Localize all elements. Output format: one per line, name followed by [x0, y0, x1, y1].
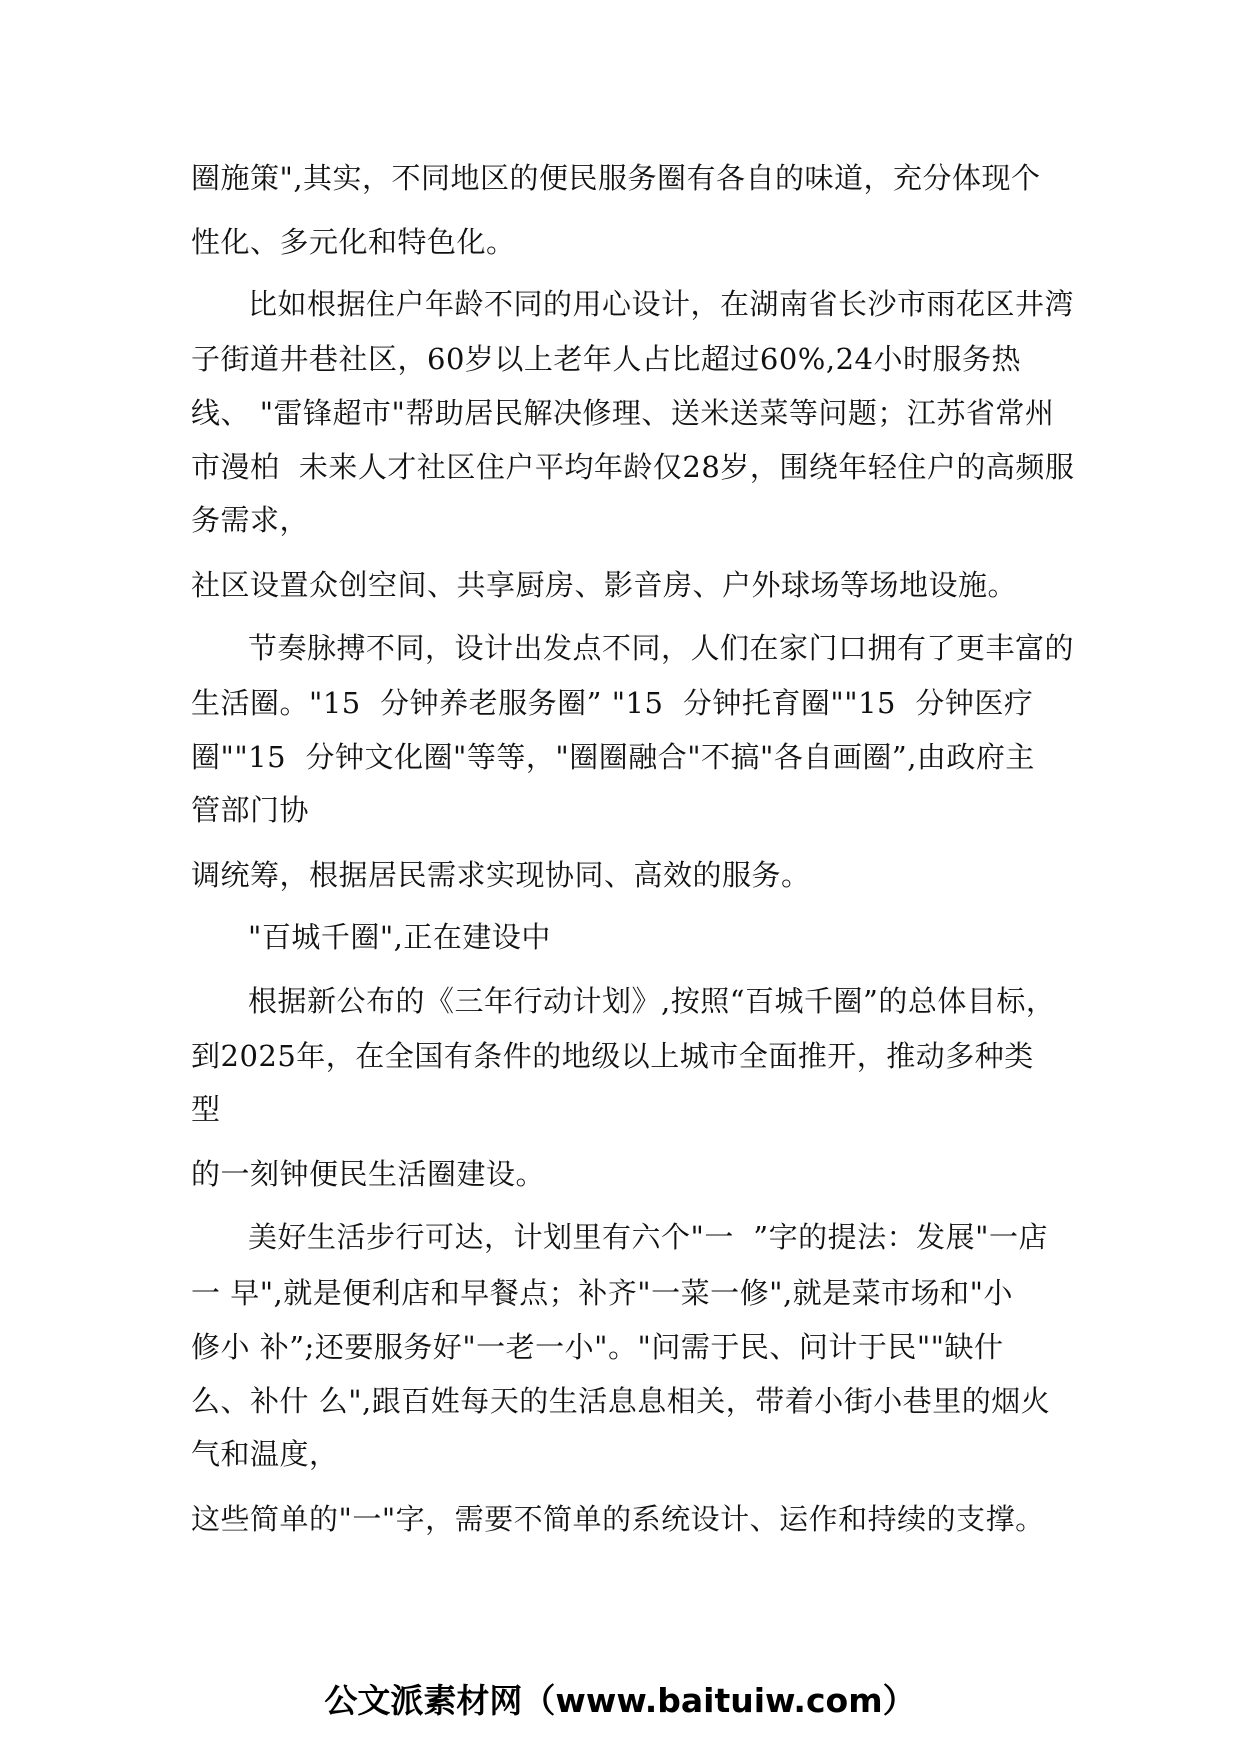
paragraph-line: 性化、多元化和特色化。: [191, 225, 516, 259]
paragraph-line: 这些简单的"一"字，需要不简单的系统设计、运作和持续的支撑。: [191, 1502, 1045, 1536]
paragraph-line: 修小 补”;还要服务好"一老一小"。"问需于民、问计于民""缺什: [191, 1330, 1004, 1364]
paragraph-line: 线、 "雷锋超市"帮助居民解决修理、送米送菜等问题；江苏省常州: [191, 396, 1055, 430]
paragraph-line: 一 早",就是便利店和早餐点；补齐"一菜一修",就是菜市场和"小: [191, 1276, 1014, 1310]
section-heading: "百城千圈",正在建设中: [248, 920, 551, 954]
paragraph-line: 圈施策",其实，不同地区的便民服务圈有各自的味道，充分体现个: [191, 161, 1041, 195]
paragraph-line: 调统筹，根据居民需求实现协同、高效的服务。: [191, 858, 811, 892]
paragraph-line: 到2025年，在全国有条件的地级以上城市全面推开，推动多种类: [191, 1039, 1034, 1073]
paragraph-line: 的一刻钟便民生活圈建设。: [191, 1157, 546, 1191]
paragraph-line: 市漫柏 未来人才社区住户平均年龄仅28岁，围绕年轻住户的高频服: [191, 450, 1075, 484]
paragraph-line: 节奏脉搏不同，设计出发点不同，人们在家门口拥有了更丰富的: [248, 631, 1075, 665]
paragraph-line: 务需求，: [191, 503, 310, 537]
paragraph-line: 圈""15 分钟文化圈"等等，"圈圈融合"不搞"各自画圈”,由政府主: [191, 740, 1035, 774]
paragraph-line: 子街道井巷社区，60岁以上老年人占比超过60%,24小时服务热: [191, 342, 1021, 376]
paragraph-line: 型: [191, 1092, 221, 1126]
paragraph-line: 美好生活步行可达，计划里有六个"一 ”字的提法：发展"一店: [248, 1220, 1048, 1254]
paragraph-line: 比如根据住户年龄不同的用心设计，在湖南省长沙市雨花区井湾: [248, 287, 1075, 321]
paragraph-line: 生活圈。"15 分钟养老服务圈” "15 分钟托育圈""15 分钟医疗: [191, 686, 1034, 720]
paragraph-line: 根据新公布的《三年行动计划》,按照“百城千圈”的总体目标，: [248, 984, 1056, 1018]
paragraph-line: 气和温度，: [191, 1437, 339, 1471]
paragraph-line: 管部门协: [191, 793, 310, 827]
footer-watermark: 公文派素材网（www.baituiw.com）: [324, 1681, 916, 1720]
paragraph-line: 社区设置众创空间、共享厨房、影音房、户外球场等场地设施。: [191, 568, 1018, 602]
paragraph-line: 么、补什 么",跟百姓每天的生活息息相关，带着小街小巷里的烟火: [191, 1384, 1051, 1418]
